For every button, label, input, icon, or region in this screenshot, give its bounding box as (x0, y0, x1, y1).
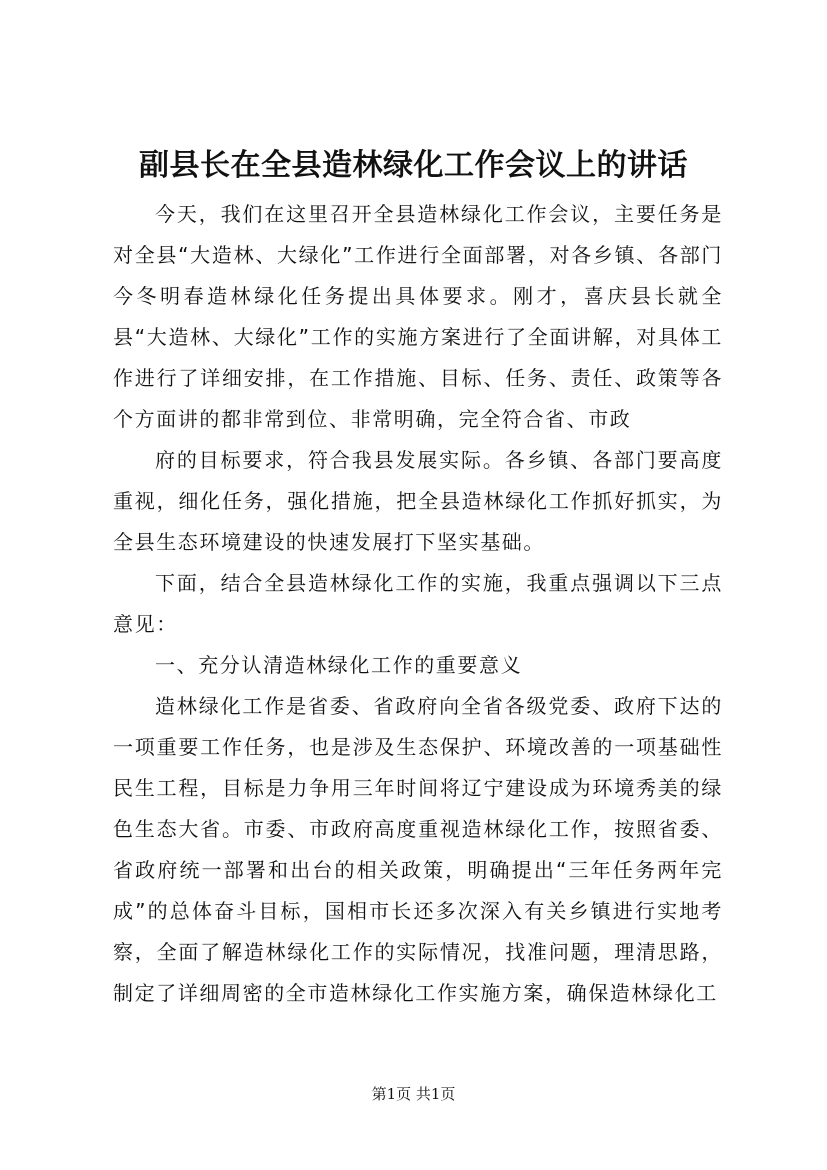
paragraph-1: 今天，我们在这里召开全县造林绿化工作会议，主要任务是对全县“大造林、大绿化”工作进行全面部署，对各乡镇、各部门今冬明春造林绿化任务提出具体要求。刚才，喜庆县长就全县“大造林、大绿化”工作的实施方案进行了全面讲解，对具体工作进行了详细安排，在工作措施、目标、任务、责任、政策等各个方面讲的都非常到位、非常明确，完全符合省、市政 (113, 202, 723, 431)
paragraph-4: 造林绿化工作是省委、省政府向全省各级党委、政府下达的一项重要工作任务，也是涉及生态保护、环境改善的一项基础性民生工程，目标是力争用三年时间将辽宁建设成为环境秀美的绿色生态大省。市委、市政府高度重视造林绿化工作，按照省委、省政府统一部署和出台的相关政策，明确提出“三年任务两年完成”的总体奋斗目标，国相市长还多次深入有关乡镇进行实地考察，全面了解造林绿化工作的实际情况，找准问题，理清思路，制定了详细周密的全市造林绿化工作实施方案，确保造林绿化工 (113, 694, 723, 1005)
document-body (113, 194, 723, 1014)
paragraph-3: 下面，结合全县造林绿化工作的实施，我重点强调以下三点意见： (113, 571, 723, 636)
document-title: 副县长在全县造林绿化工作会议上的讲话 (139, 148, 688, 183)
page-number-footer: 第1页 共1页 (371, 1085, 456, 1103)
section-heading-1: 一、充分认清造林绿化工作的重要意义 (155, 653, 523, 677)
paragraph-2: 府的目标要求，符合我县发展实际。各乡镇、各部门要高度重视，细化任务，强化措施，把全县造林绿化工作抓好抓实，为全县生态环境建设的快速发展打下坚实基础。 (113, 448, 723, 554)
